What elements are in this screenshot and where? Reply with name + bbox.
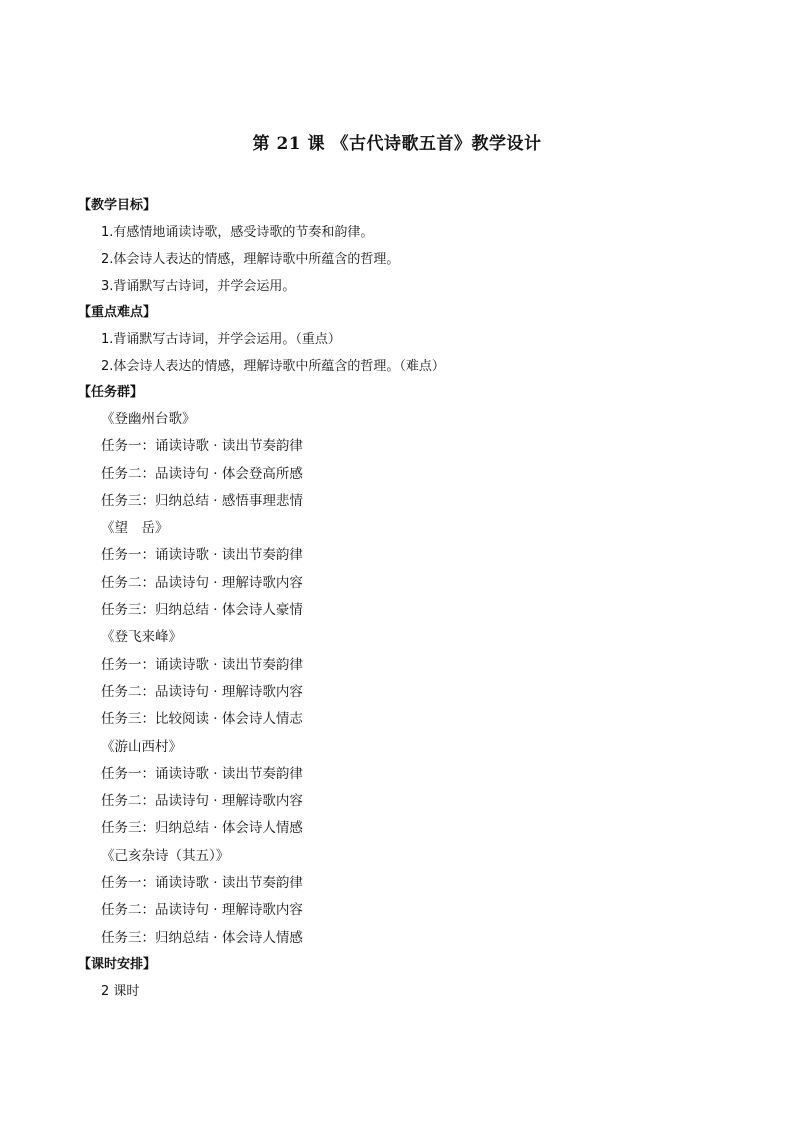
task-item: 任务一：诵读诗歌 · 读出节奏韵律 bbox=[101, 875, 303, 892]
poem-title: 《登飞来峰》 bbox=[101, 629, 182, 646]
task-item: 任务一：诵读诗歌 · 读出节奏韵律 bbox=[101, 765, 303, 782]
poem-title: 《己亥杂诗（其五）》 bbox=[101, 847, 230, 864]
document-title: 第 21 课 《古代诗歌五首》教学设计 bbox=[252, 134, 542, 154]
task-item: 任务二：品读诗句 · 体会登高所感 bbox=[101, 465, 303, 482]
task-item: 任务一：诵读诗歌 · 读出节奏韵律 bbox=[101, 438, 303, 455]
section-heading-tasks: 【任务群】 bbox=[78, 385, 144, 400]
goal-item: 1.有感情地诵读诗歌，感受诗歌的节奏和韵律。 bbox=[101, 225, 374, 240]
goal-item: 3.背诵默写古诗词，并学会运用。 bbox=[101, 279, 296, 294]
key-point-item: 1.背诵默写古诗词，并学会运用。（重点） bbox=[101, 332, 341, 347]
task-item: 任务三：归纳总结 · 体会诗人豪情 bbox=[101, 602, 303, 619]
section-heading-key-points: 【重点难点】 bbox=[78, 305, 157, 320]
task-item: 任务三：归纳总结 · 感悟事理悲情 bbox=[101, 492, 303, 509]
section-heading-goals: 【教学目标】 bbox=[78, 198, 157, 213]
poem-title: 《游山西村》 bbox=[101, 738, 182, 755]
task-item: 任务一：诵读诗歌 · 读出节奏韵律 bbox=[101, 656, 303, 673]
goal-item: 2.体会诗人表达的情感，理解诗歌中所蕴含的哲理。 bbox=[101, 252, 400, 267]
task-item: 任务一：诵读诗歌 · 读出节奏韵律 bbox=[101, 547, 303, 564]
task-item: 任务二：品读诗句 · 理解诗歌内容 bbox=[101, 793, 303, 810]
schedule-value: 2 课时 bbox=[101, 983, 140, 999]
task-item: 任务三：归纳总结 · 体会诗人情感 bbox=[101, 929, 303, 946]
document-body bbox=[78, 192, 738, 1005]
poem-title: 《望 岳》 bbox=[101, 520, 169, 537]
task-item: 任务三：比较阅读 · 体会诗人情志 bbox=[101, 711, 303, 728]
task-item: 任务二：品读诗句 · 理解诗歌内容 bbox=[101, 902, 303, 919]
key-point-item: 2.体会诗人表达的情感，理解诗歌中所蕴含的哲理。（难点） bbox=[101, 359, 445, 374]
poem-title: 《登幽州台歌》 bbox=[101, 411, 196, 427]
task-item: 任务三：归纳总结 · 体会诗人情感 bbox=[101, 820, 303, 837]
task-item: 任务二：品读诗句 · 理解诗歌内容 bbox=[101, 683, 303, 700]
task-item: 任务二：品读诗句 · 理解诗歌内容 bbox=[101, 574, 303, 591]
section-heading-schedule: 【课时安排】 bbox=[78, 956, 157, 972]
